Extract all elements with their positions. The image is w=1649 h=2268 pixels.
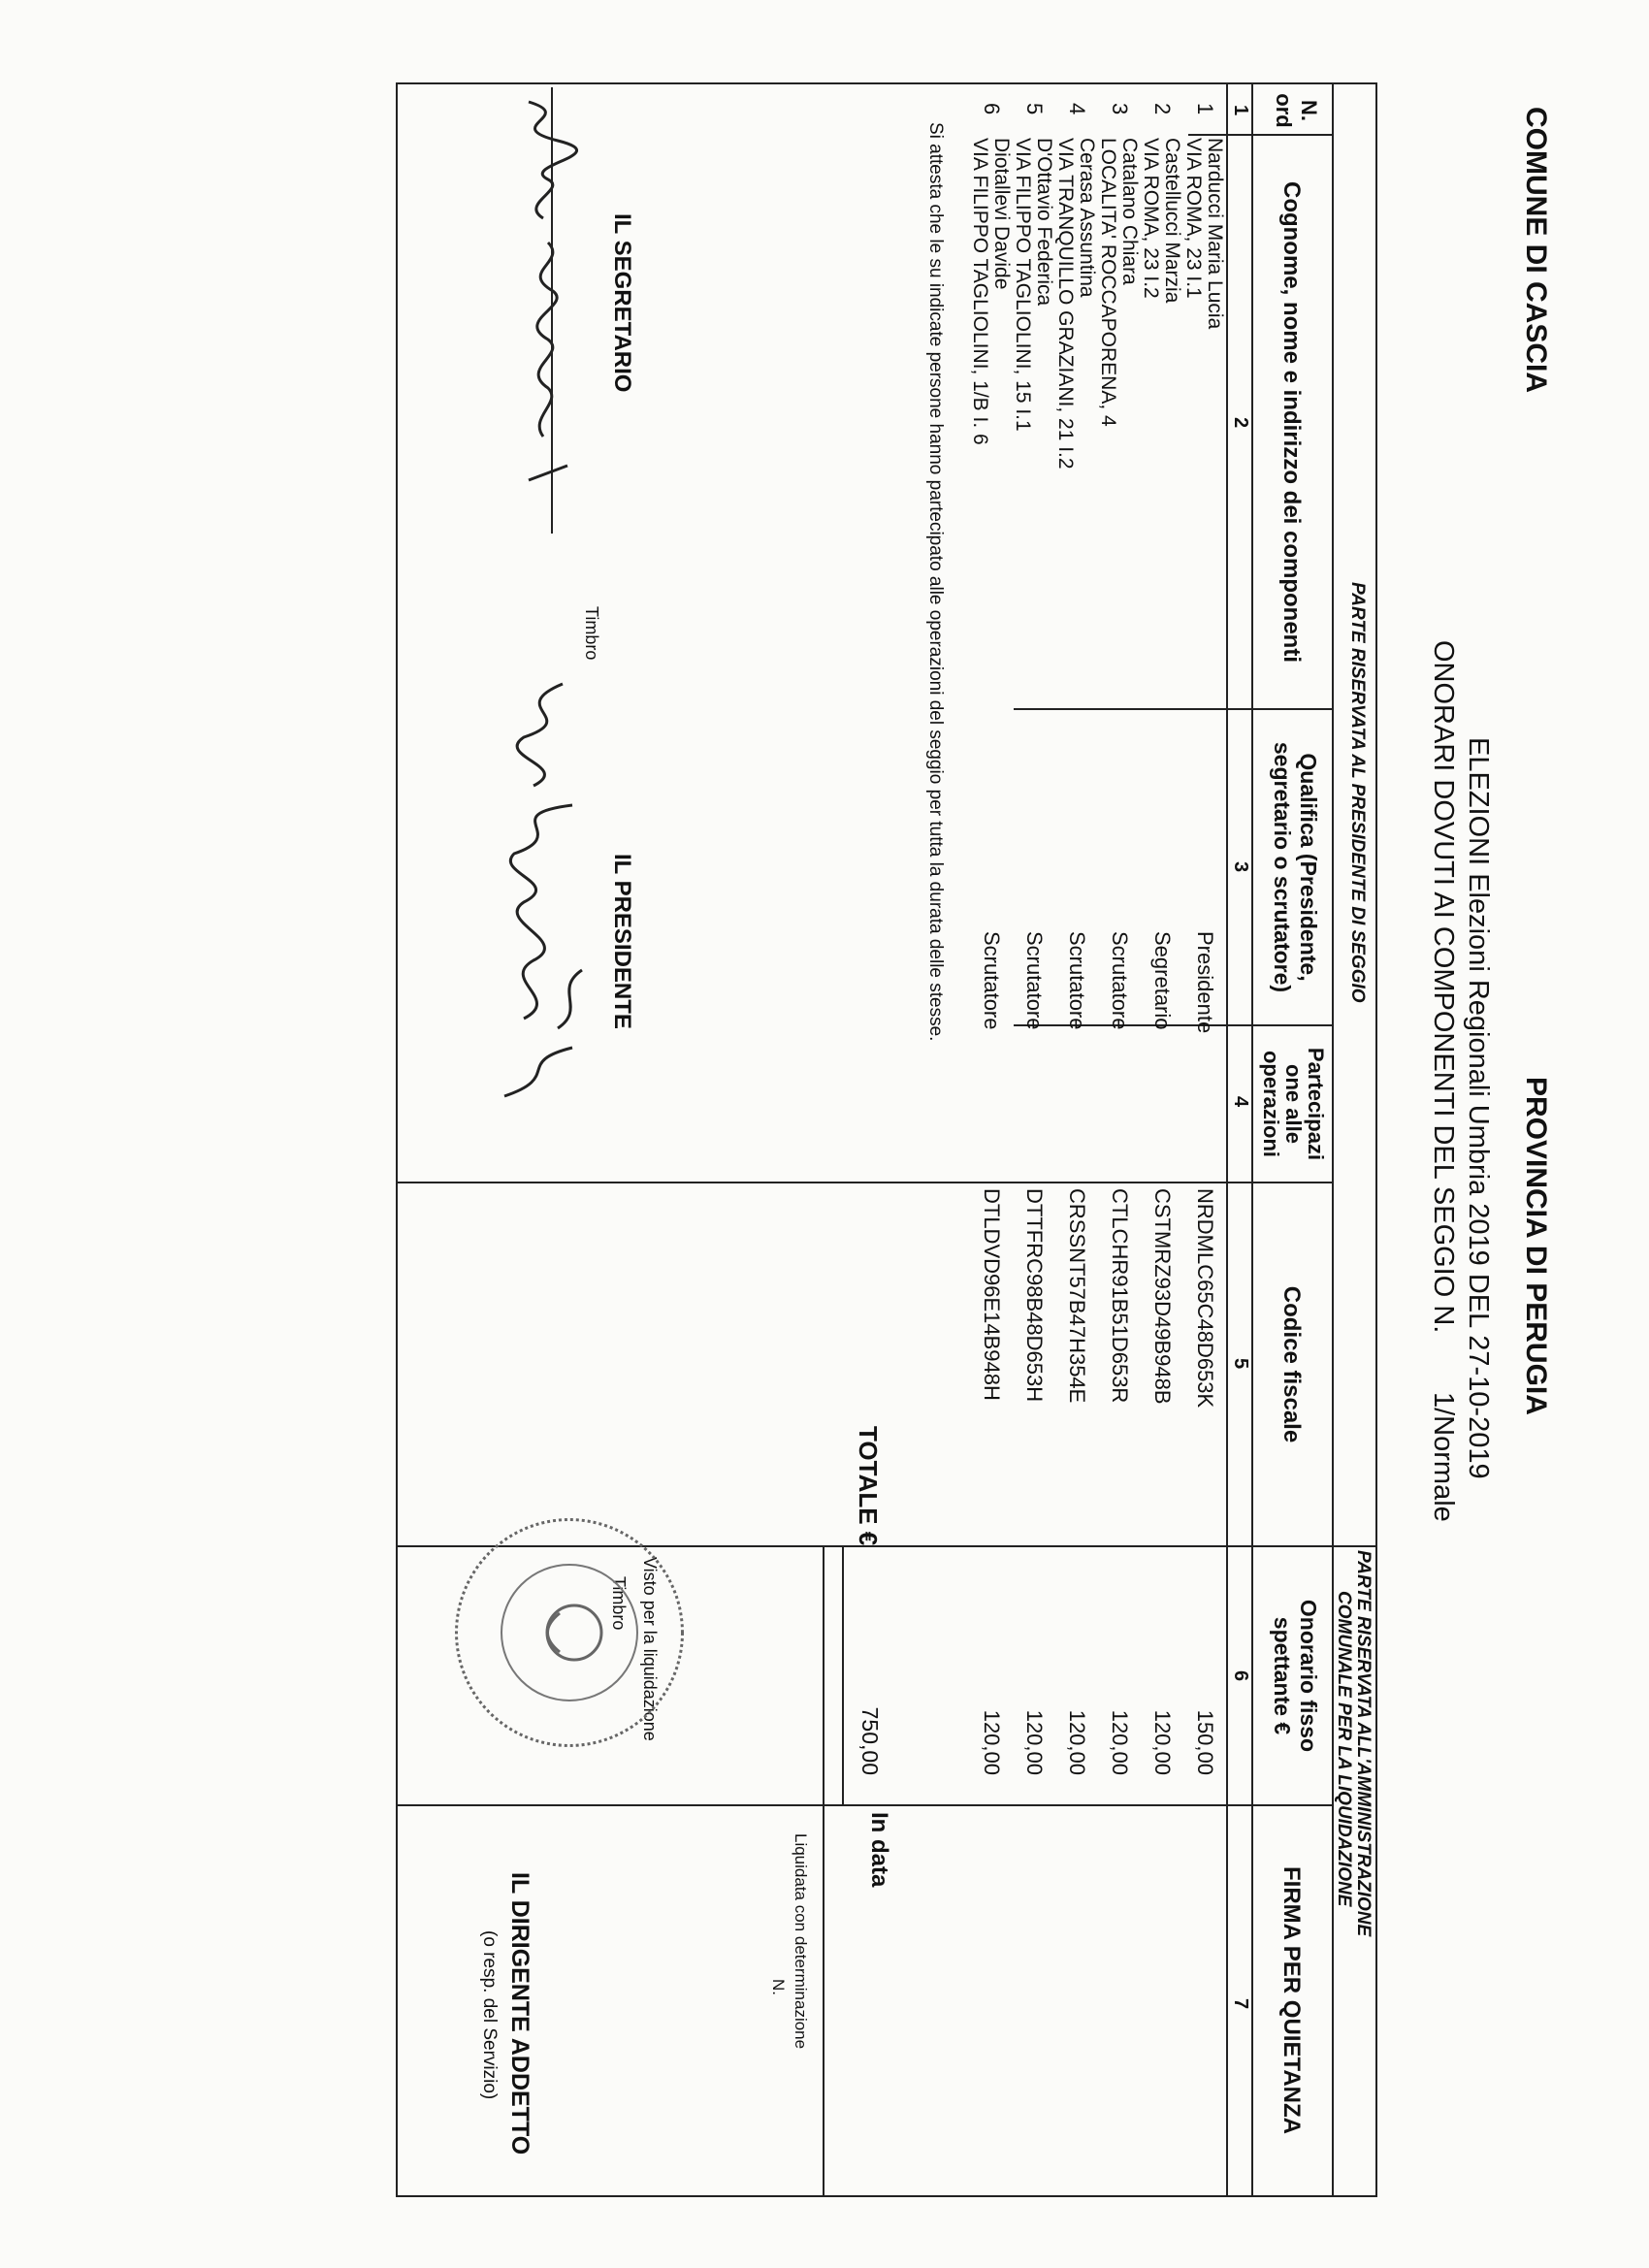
attestation-text: Si attesta che le su indicate persone hanno partecipato alle operazioni del seggio per tutta la durata delle stesse. xyxy=(925,122,946,1042)
row-fee: 120,00 xyxy=(1065,1709,1089,1775)
col-divider-1 xyxy=(1188,134,1334,136)
president-signature xyxy=(480,679,592,1116)
section-amministrazione-2: COMUNALE PER LA LIQUIDAZIONE xyxy=(1334,1591,1354,1907)
timbro-2-label: Timbro xyxy=(609,1576,629,1631)
provincia-title: PROVINCIA DI PERUGIA xyxy=(1520,1077,1552,1415)
row-fee: 120,00 xyxy=(1108,1709,1132,1775)
election-title: ELEZIONI Elezioni Regionali Umbria 2019 DEL 27-10-2019 xyxy=(1463,737,1494,1479)
col-number-3: 3 xyxy=(1230,861,1251,873)
row-role: Scrutatore xyxy=(980,931,1004,1030)
row-role: Scrutatore xyxy=(1108,931,1132,1030)
row-member-address: VIA ROMA, 23 I.2 xyxy=(1140,138,1162,299)
stamp-emblem xyxy=(458,1521,681,1744)
col-divider-4 xyxy=(398,1182,1334,1183)
president-label: IL PRESIDENTE xyxy=(609,854,635,1029)
row-role: Segretario xyxy=(1150,931,1175,1030)
secretary-label: IL SEGRETARIO xyxy=(609,213,635,393)
col-header-ord-line2: ord xyxy=(1272,93,1296,128)
col-header-partecip-line3: operazioni xyxy=(1259,1050,1283,1157)
col-number-1: 1 xyxy=(1230,105,1251,116)
col-header-partecipazione xyxy=(1260,1026,1327,1182)
dirigente-label: IL DIRIGENTE ADDETTO xyxy=(506,1872,534,2155)
row-member-address: VIA FILIPPO TAGLIOLINI, 1/B I. 6 xyxy=(969,138,991,445)
col-divider-2b xyxy=(1014,708,1188,710)
col-number-5: 5 xyxy=(1230,1358,1251,1370)
timbro-label: Timbro xyxy=(582,606,601,661)
row-tax-code: DTTFRC98B48D653H xyxy=(1022,1188,1047,1403)
row-role: Presidente xyxy=(1193,931,1217,1034)
admin-box-line xyxy=(823,1545,824,2195)
row-member-name: Narducci Maria Lucia xyxy=(1204,138,1226,330)
col-header-partecip-line2: one alle xyxy=(1281,1064,1306,1144)
col-header-qualifica xyxy=(1269,710,1321,1024)
row-tax-code: CSTMRZ93D49B948B xyxy=(1150,1188,1175,1405)
row-tax-code: CTLCHR91B51D653R xyxy=(1108,1188,1132,1404)
total-value: 750,00 xyxy=(857,1706,883,1775)
col-number-bottom-line xyxy=(1226,82,1228,2197)
col-header-codice: Codice fiscale xyxy=(1278,1285,1305,1443)
row-fee: 150,00 xyxy=(1193,1709,1217,1775)
row-fee: 120,00 xyxy=(1150,1709,1175,1775)
col-header-partecip-line1: Partecipazi xyxy=(1304,1047,1328,1161)
row-tax-code: DTLDVD96E14B948H xyxy=(980,1188,1004,1401)
col-header-ord-line1: N. xyxy=(1297,100,1321,121)
fees-title: ONORARI DOVUTI AI COMPONENTI DEL SEGGIO N. xyxy=(1428,640,1459,1334)
table-left-border xyxy=(396,82,1377,84)
col-header-ord xyxy=(1271,87,1321,134)
row-role: Scrutatore xyxy=(1022,931,1047,1030)
col-header-firma: FIRMA PER QUIETANZA xyxy=(1278,1866,1305,2134)
col-number-7: 7 xyxy=(1230,1998,1251,2010)
row-number: 3 xyxy=(1108,103,1132,115)
col-header-onorario-line1: Onorario fisso xyxy=(1296,1599,1321,1753)
col-divider-6 xyxy=(398,1804,1334,1806)
row-role: Scrutatore xyxy=(1065,931,1089,1030)
row-member-name: Cerasa Assuntina xyxy=(1076,138,1098,298)
ministry-stamp xyxy=(455,1518,684,1747)
row-member-address: VIA TRANQUILLO GRAZIANI, 21 I.2 xyxy=(1054,138,1077,470)
visto-label: Visto per la liquidazione xyxy=(640,1557,660,1741)
row-member-name: D'Ottavio Federica xyxy=(1033,138,1055,307)
section-divider xyxy=(1332,82,1334,2197)
comune-title: COMUNE DI CASCIA xyxy=(1520,107,1552,394)
row-tax-code: NRDMLC65C48D653K xyxy=(1193,1188,1217,1409)
section-presidente: PARTE RISERVATA AL PRESIDENTE DI SEGGIO xyxy=(1347,582,1368,1003)
col-number-2: 2 xyxy=(1230,417,1251,429)
row-member xyxy=(1097,138,1140,427)
total-underline xyxy=(842,1545,844,1804)
row-tax-code: CRSSNT57B47H354E xyxy=(1065,1188,1089,1404)
col-header-onorario xyxy=(1269,1547,1321,1804)
col-header-qualifica-line1: Qualifica (Presidente, xyxy=(1296,753,1321,982)
row-member xyxy=(1182,138,1225,329)
section-amministrazione-1: PARTE RISERVATA ALL'AMMINISTRAZIONE xyxy=(1353,1550,1374,1937)
row-member-name: Diotallevi Davide xyxy=(990,138,1013,290)
in-data-label: In data xyxy=(866,1812,892,1888)
row-member xyxy=(1054,138,1097,470)
seat-number: 1/Normale xyxy=(1428,1392,1459,1522)
total-label: TOTALE € xyxy=(854,1426,883,1546)
row-member-address: VIA ROMA, 23 I.1 xyxy=(1182,138,1205,299)
row-member-name: Catalano Chiara xyxy=(1118,138,1141,285)
row-member-address: VIA FILIPPO TAGLIOLINI, 15 I.1 xyxy=(1012,138,1034,432)
row-member-address: LOCALITA' ROCCAPORENA, 4 xyxy=(1097,138,1119,427)
row-number: 2 xyxy=(1150,103,1175,115)
liquidata-label: Liquidata con determinazione xyxy=(792,1833,810,2050)
row-member xyxy=(1012,138,1054,432)
row-number: 1 xyxy=(1193,103,1217,115)
row-fee: 120,00 xyxy=(1022,1709,1047,1775)
col-header-qualifica-line2: segretario o scrutatore) xyxy=(1270,741,1295,993)
row-member xyxy=(969,138,1012,445)
table-top-border xyxy=(1375,82,1377,2197)
col-number-top-line xyxy=(1251,82,1253,2197)
row-number: 4 xyxy=(1065,103,1089,115)
table-right-border xyxy=(396,2195,1377,2197)
col-number-6: 6 xyxy=(1230,1670,1251,1682)
secretary-signature xyxy=(495,97,587,514)
row-number: 5 xyxy=(1022,103,1047,115)
col-header-nome: Cognome, nome e indirizzo dei componenti xyxy=(1278,180,1305,664)
table-bottom-border xyxy=(396,82,398,2197)
col-number-4: 4 xyxy=(1230,1096,1251,1108)
row-fee: 120,00 xyxy=(980,1709,1004,1775)
col-header-onorario-line2: spettante € xyxy=(1270,1616,1295,1735)
row-member xyxy=(1140,138,1182,303)
liquidata-number: N. xyxy=(769,1979,788,1995)
row-member-name: Castellucci Marzia xyxy=(1161,138,1183,304)
dirigente-sub-label: (o resp. del Servizio) xyxy=(479,1930,500,2100)
row-number: 6 xyxy=(980,103,1004,115)
